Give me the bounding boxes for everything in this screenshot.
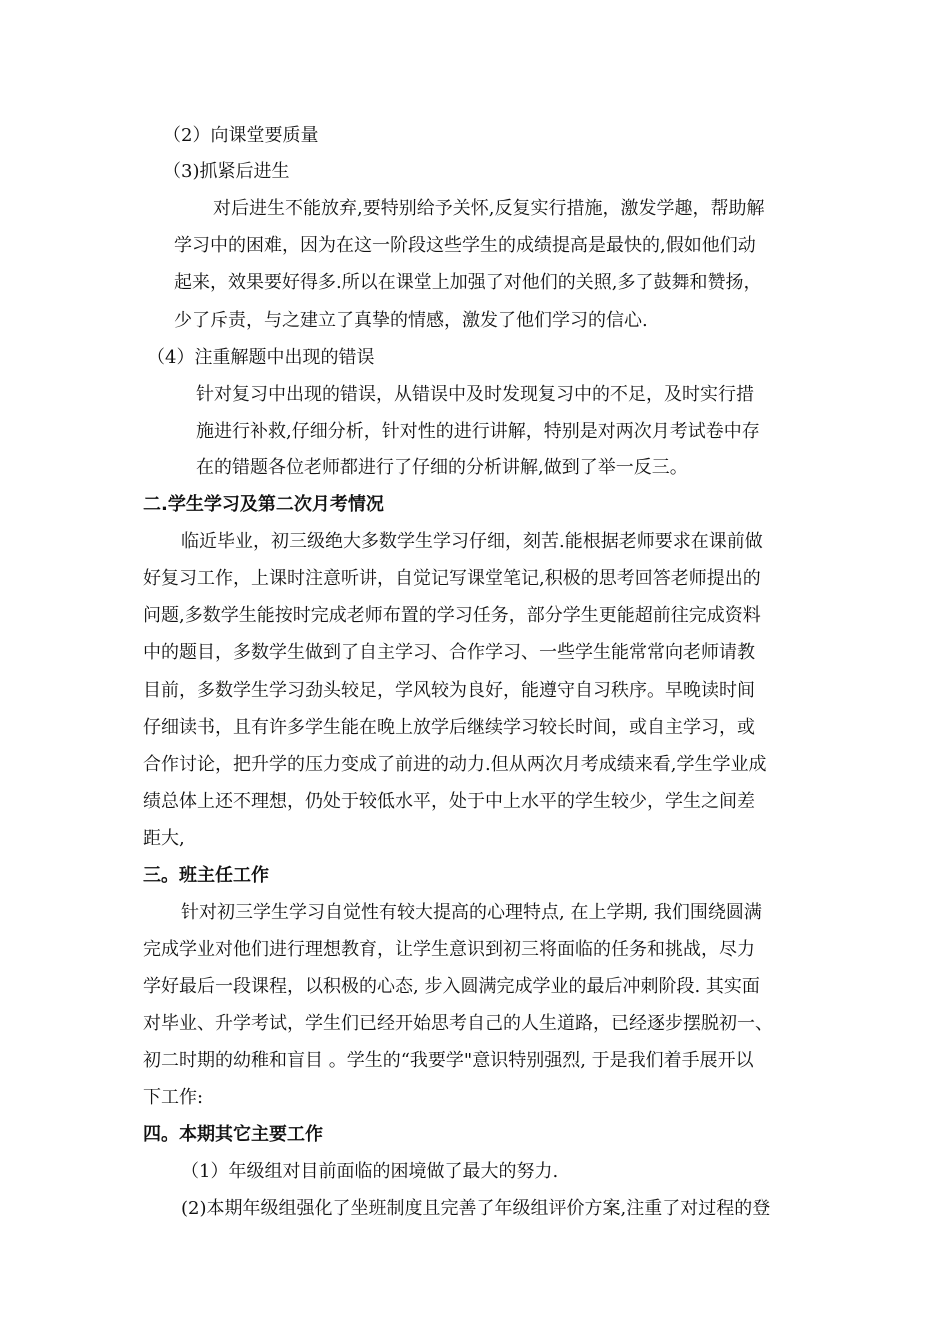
paragraph-line: 针对初三学生学习自觉性有较大提高的心理特点, 在上学期, 我们围绕圆满 [181, 902, 762, 923]
paragraph-line: 针对复习中出现的错误，从错误中及时发现复习中的不足，及时实行措 [196, 384, 754, 405]
paragraph-line: 对毕业、升学考试，学生们已经开始思考自己的人生道路，已经逐步摆脱初一、 [143, 1013, 773, 1034]
paragraph-line: 对后进生不能放弃,要特别给予关怀,反复实行措施，激发学趣，帮助解 [213, 198, 765, 219]
paragraph-line: 少了斥责，与之建立了真挚的情感，激发了他们学习的信心. [174, 310, 648, 331]
paragraph-line: 学习中的困难，因为在这一阶段这些学生的成绩提高是最快的,假如他们动 [174, 235, 756, 256]
list-item-4: （4）注重解题中出现的错误 [147, 347, 375, 368]
paragraph-line: 距大, [143, 828, 185, 849]
paragraph-line: 仔细读书，且有许多学生能在晚上放学后继续学习较长时间，或自主学习，或 [143, 717, 755, 738]
list-item-3: （3)抓紧后进生 [163, 161, 290, 182]
paragraph-line: （1）年级组对目前面临的困境做了最大的努力. [181, 1161, 559, 1182]
section-4-heading: 四。本期其它主要工作 [143, 1124, 323, 1145]
list-item-2: （2）向课堂要质量 [163, 125, 319, 146]
paragraph-line: 好复习工作，上课时注意听讲，自觉记写课堂笔记,积极的思考回答老师提出的 [143, 568, 761, 589]
paragraph-line: 学好最后一段课程，以积极的心态, 步入圆满完成学业的最后冲刺阶段. 其实面 [143, 976, 760, 997]
paragraph-line: 合作讨论，把升学的压力变成了前进的动力.但从两次月考成绩来看,学生学业成 [143, 754, 767, 775]
section-3-heading: 三。班主任工作 [143, 865, 269, 886]
paragraph-line: 中的题目，多数学生做到了自主学习、合作学习、一些学生能常常向老师请教 [143, 642, 755, 663]
paragraph-line: 问题,多数学生能按时完成老师布置的学习任务，部分学生更能超前往完成资料 [143, 605, 761, 626]
paragraph-line: 临近毕业，初三级绝大多数学生学习仔细，刻苦.能根据老师要求在课前做 [181, 531, 763, 552]
paragraph-line: 绩总体上还不理想，仍处于较低水平，处于中上水平的学生较少，学生之间差 [143, 791, 755, 812]
paragraph-line: 完成学业对他们进行理想教育，让学生意识到初三将面临的任务和挑战，尽力 [143, 939, 755, 960]
paragraph-line: 在的错题各位老师都进行了仔细的分析讲解,做到了举一反三。 [196, 457, 688, 478]
section-2-heading: 二.学生学习及第二次月考情况 [143, 494, 384, 515]
paragraph-line: (2)本期年级组强化了坐班制度且完善了年级组评价方案,注重了对过程的登 [181, 1198, 771, 1219]
paragraph-line: 初二时期的幼稚和盲目 。学生的“我要学"意识特别强烈, 于是我们着手展开以 [143, 1050, 754, 1071]
paragraph-line: 施进行补救,仔细分析，针对性的进行讲解，特别是对两次月考试卷中存 [196, 421, 760, 442]
paragraph-line: 起来，效果要好得多.所以在课堂上加强了对他们的关照,多了鼓舞和赞扬， [174, 272, 762, 293]
paragraph-line: 下工作: [143, 1087, 204, 1108]
paragraph-line: 目前，多数学生学习劲头较足，学风较为良好，能遵守自习秩序。早晚读时间 [143, 680, 755, 701]
